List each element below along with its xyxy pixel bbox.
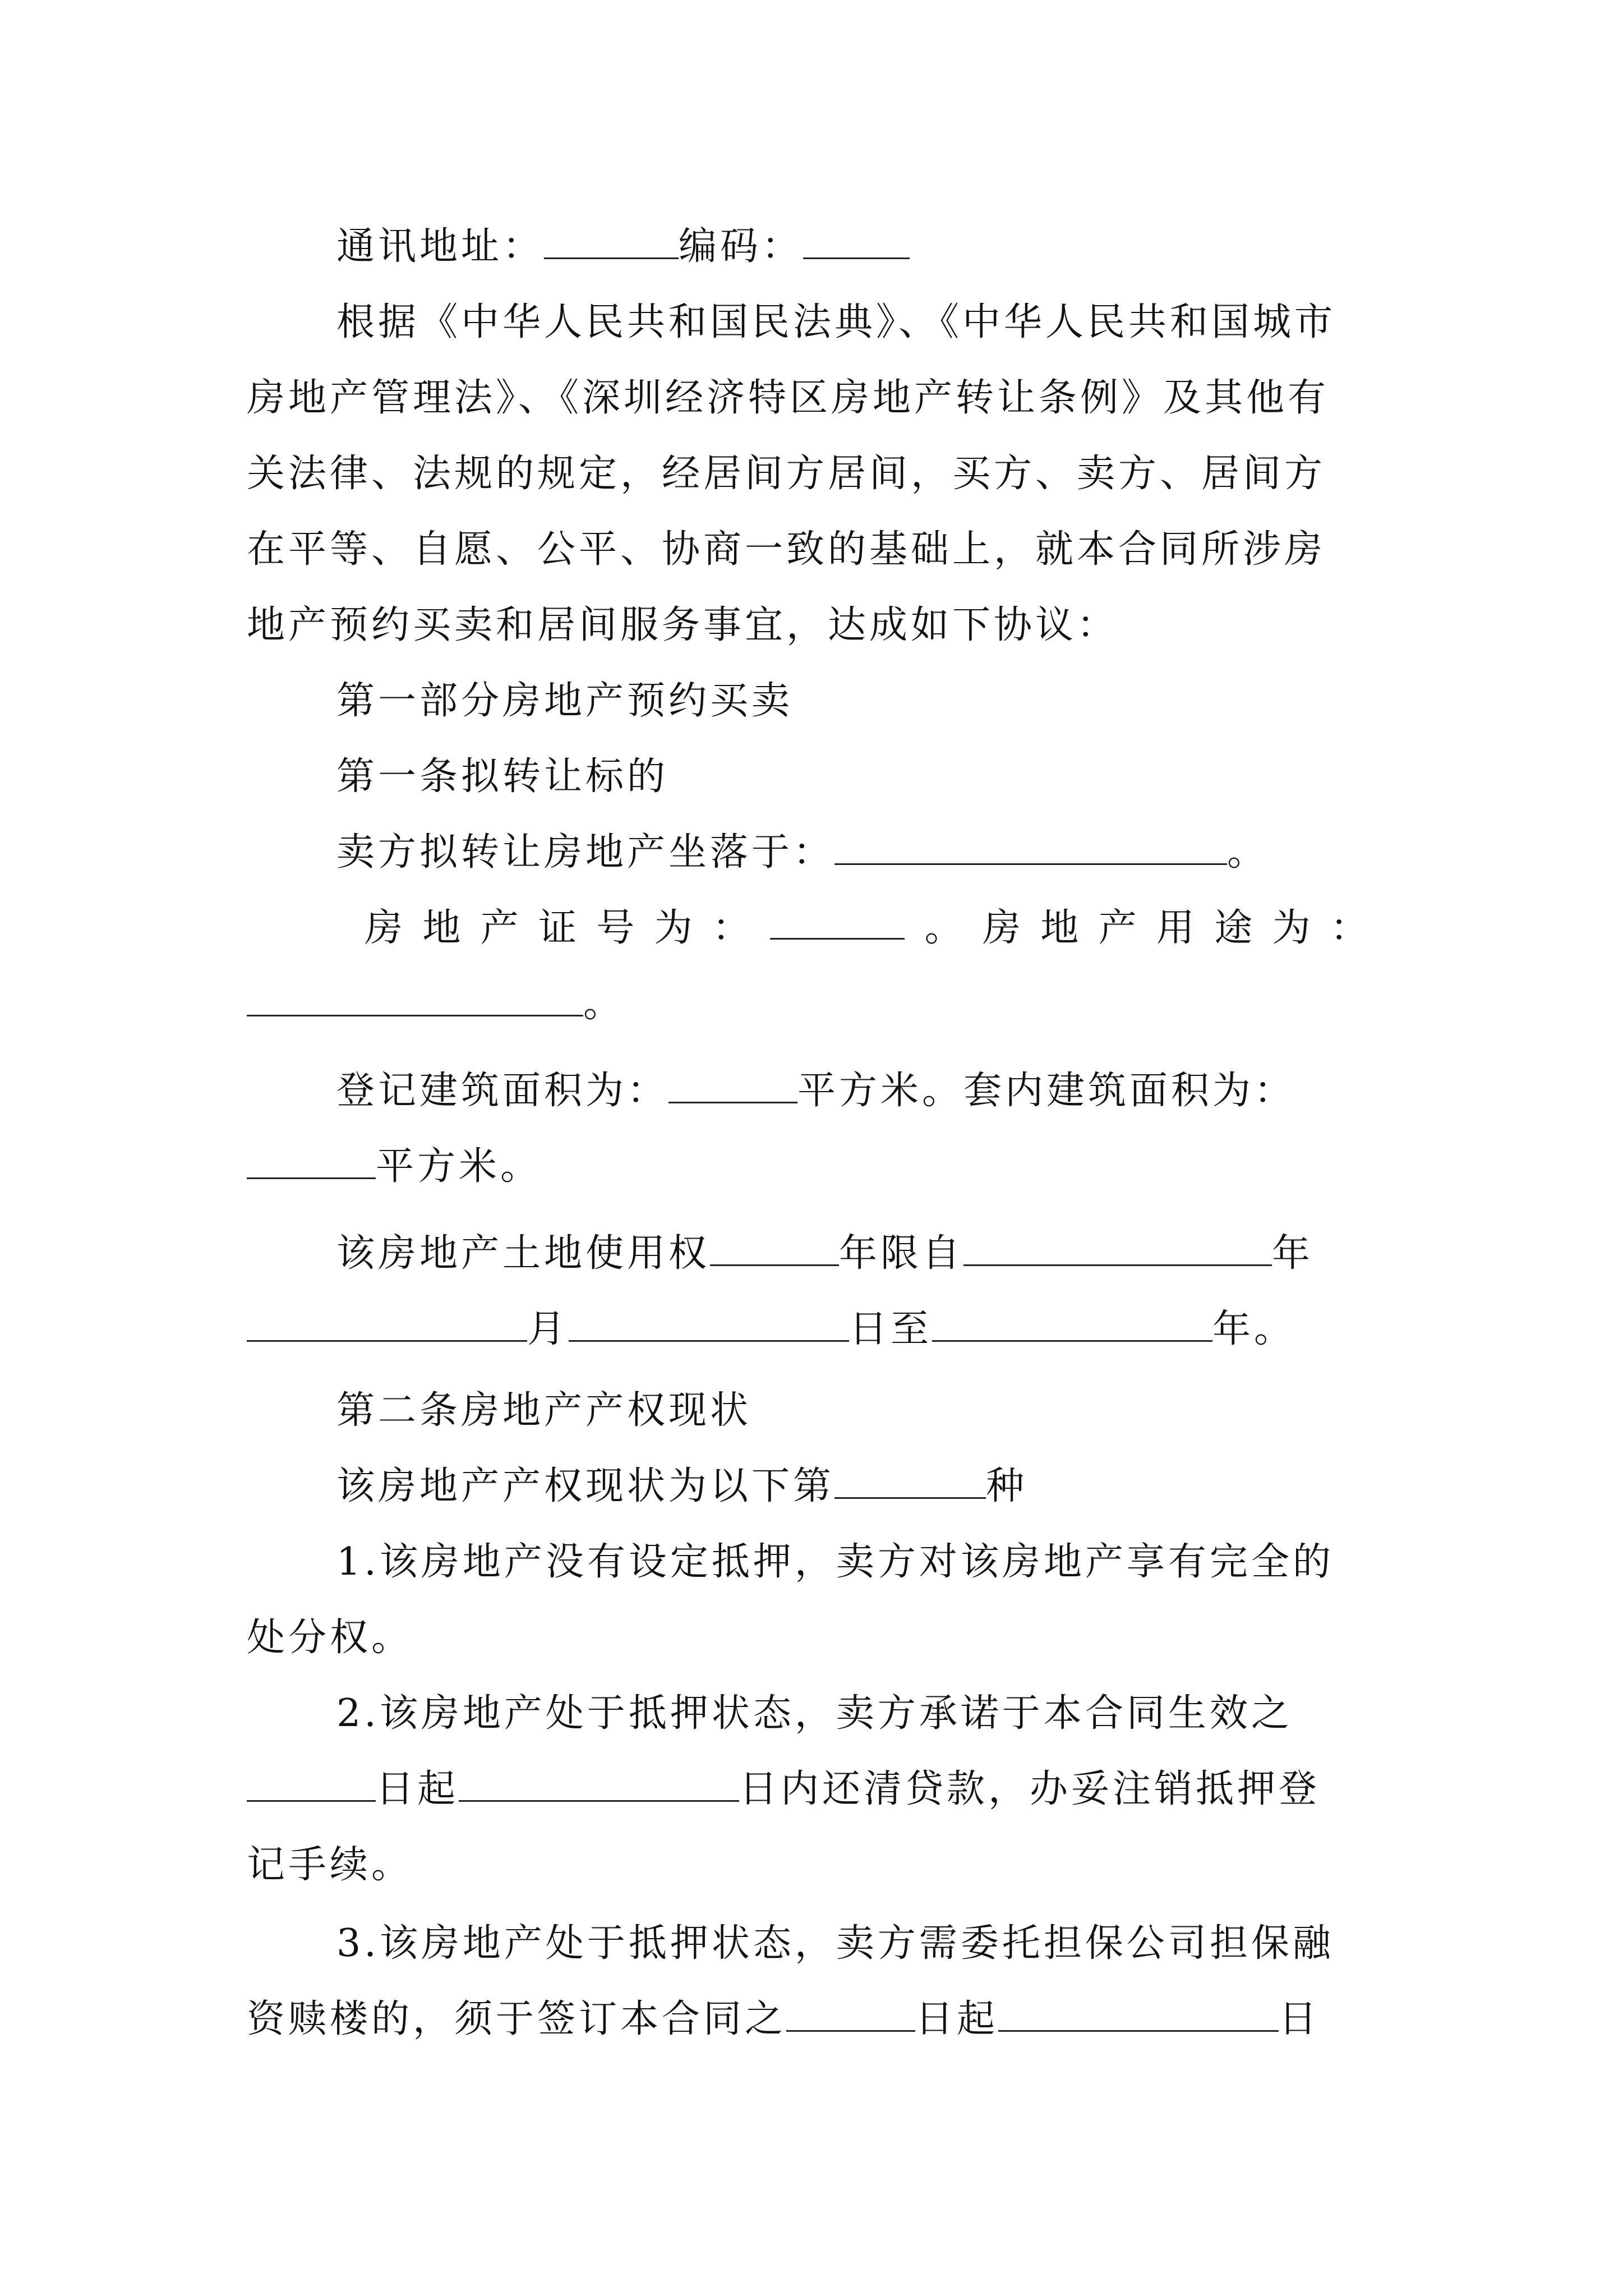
paragraph-line: 1.该房地产没有设定抵押，卖方对该房地产享有完全的 bbox=[336, 1540, 1334, 1584]
paragraph-line: 3.该房地产处于抵押状态，卖方需委托担保公司担保融 bbox=[336, 1921, 1334, 1966]
start-year-blank bbox=[963, 1230, 1272, 1266]
postcode-label: 编码： bbox=[679, 224, 804, 269]
address-label: 通讯地址： bbox=[336, 224, 545, 269]
contact-address-line bbox=[336, 222, 910, 272]
redeem-days-blank bbox=[998, 1995, 1279, 2032]
address-blank bbox=[544, 223, 679, 259]
inner-area-blank bbox=[247, 1143, 376, 1179]
registered-area-blank bbox=[668, 1067, 797, 1103]
paragraph-line: 地产预约买卖和居间服务事宜，达成如下协议： bbox=[247, 603, 1119, 647]
property-location-line: 卖方拟转让房地产坐落于： 。 bbox=[336, 827, 1269, 878]
land-use-date-line: 月 日至 年。 bbox=[247, 1304, 1295, 1355]
land-use-right-line: 该房地产土地使用权 年限自 年 bbox=[336, 1228, 1313, 1279]
article-heading: 第二条房地产产权现状 bbox=[336, 1388, 752, 1433]
paragraph-line: 记手续。 bbox=[247, 1843, 413, 1887]
paragraph-line: 处分权。 bbox=[247, 1616, 413, 1660]
postcode-blank bbox=[803, 223, 910, 259]
end-year-blank bbox=[932, 1305, 1212, 1342]
article-heading: 第一条拟转让标的 bbox=[336, 754, 669, 799]
land-use-term-blank bbox=[710, 1230, 839, 1266]
paragraph-line: 关法律、法规的规定，经居间方居间，买方、卖方、居间方 bbox=[247, 452, 1326, 496]
inner-area-line: 平方米。 bbox=[247, 1142, 542, 1192]
effective-days-blank bbox=[247, 1765, 376, 1802]
certificate-usage-line: 房 地 产 证 号 为 ： 。 房 地 产 用 途 为 ： bbox=[365, 903, 1368, 954]
paragraph-line: 根据《中华人民共和国民法典》、《中华人民共和国城市 bbox=[336, 300, 1336, 344]
paragraph-line: 在平等、自愿、公平、协商一致的基础上，就本合同所涉房 bbox=[247, 527, 1326, 572]
start-month-blank bbox=[247, 1305, 527, 1342]
paragraph-line: 房地产管理法》、《深圳经济特区房地产转让条例》及其他有 bbox=[247, 376, 1330, 420]
repay-days-blank bbox=[459, 1765, 739, 1802]
usage-blank-line: 。 bbox=[247, 979, 625, 1029]
redemption-line: 资赎楼的，须于签订本合同之 日起 日 bbox=[247, 1994, 1320, 2045]
certificate-no-blank bbox=[770, 903, 905, 940]
section-heading: 第一部分房地产预约买卖 bbox=[336, 679, 794, 723]
status-option-blank bbox=[834, 1462, 986, 1499]
start-day-blank bbox=[569, 1305, 849, 1342]
location-blank bbox=[834, 829, 1227, 865]
paragraph-line: 2.该房地产处于抵押状态，卖方承诺于本合同生效之 bbox=[336, 1691, 1293, 1736]
area-line: 登记建筑面积为： 平方米。套内建筑面积为： bbox=[336, 1066, 1295, 1116]
loan-repayment-line: 日起 日内还清贷款，办妥注销抵押登 bbox=[247, 1764, 1320, 1815]
title-status-line: 该房地产产权现状为以下第 种 bbox=[336, 1461, 1027, 1512]
usage-blank bbox=[247, 980, 583, 1016]
sign-days-blank bbox=[786, 1995, 915, 2032]
